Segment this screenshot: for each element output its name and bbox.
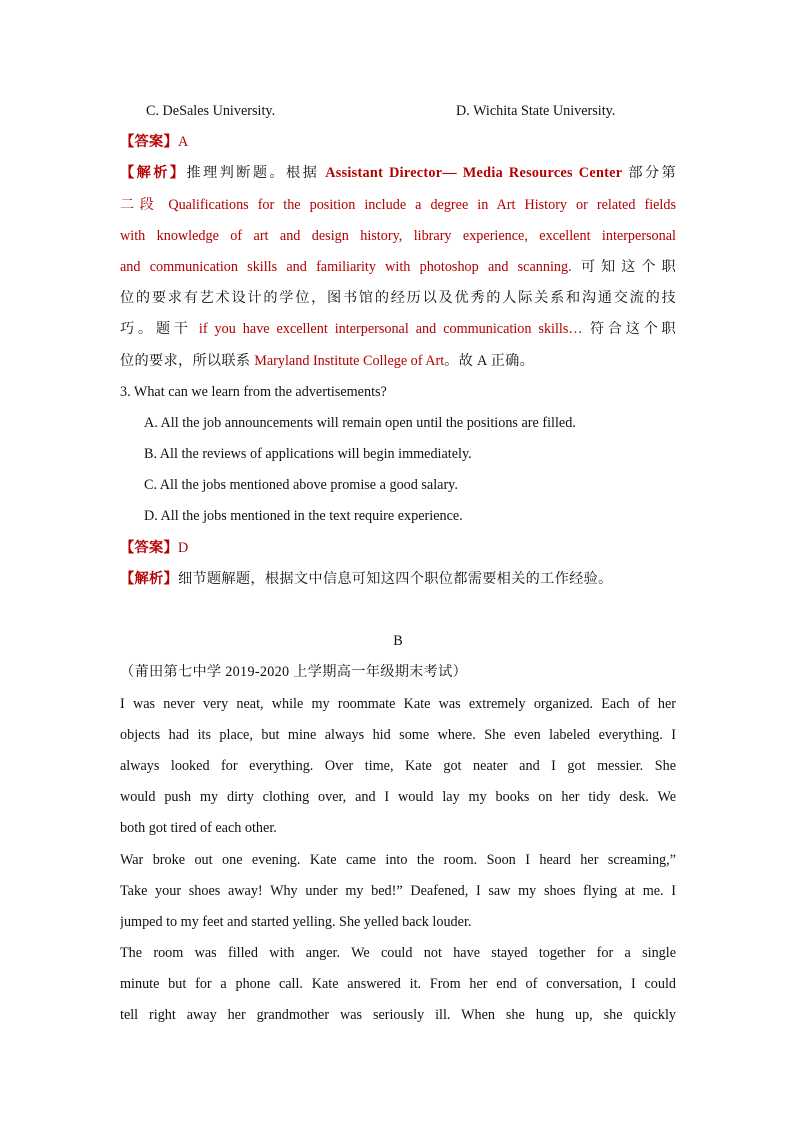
- analysis-text: 推理判断题。根据: [186, 165, 326, 182]
- q2-analysis-line-6: [120, 314, 676, 345]
- passage-line: tell right away her grandmother was seriously ill. When she hung up, she quickly: [120, 1007, 676, 1024]
- passage-line: objects had its place, but mine always hid some where. She even labeled everything. I: [120, 726, 676, 743]
- q3-analysis: [120, 564, 676, 595]
- q2-analysis-line-7: [120, 346, 676, 377]
- passage-line: Take your shoes away! Why under my bed!” Deafened, I saw my shoes flying at me. I: [120, 882, 676, 899]
- q3-question: 3. What can we learn from the advertisements?: [120, 383, 387, 400]
- analysis-label: 【解析】: [120, 570, 178, 587]
- q3-option-d: D. All the jobs mentioned in the text require experience.: [144, 508, 463, 525]
- answer-label: 【答案】: [120, 539, 178, 556]
- q3-option-c: C. All the jobs mentioned above promise a good salary.: [144, 477, 458, 494]
- answer-value: A: [177, 134, 189, 151]
- analysis-text: 。故 A 正确。: [444, 352, 535, 369]
- answer-label: 【答案】: [120, 134, 178, 151]
- analysis-text: 部分第: [622, 165, 676, 182]
- q2-analysis-line-4: [120, 252, 676, 283]
- passage-line: minute but for a phone call. Kate answered it. From her end of conversation, I could: [120, 976, 676, 993]
- analysis-text: 位的要求，所以联系: [120, 352, 255, 369]
- q3-option-b: B. All the reviews of applications will begin immediately.: [144, 446, 472, 463]
- q2-analysis-line-5: 位的要求有艺术设计的学位，图书馆的经历以及优秀的人际关系和沟通交流的技: [120, 290, 676, 307]
- passage-line: would push my dirty clothing over, and I would lay my books on her tidy desk. We: [120, 789, 676, 806]
- document-page: [120, 96, 676, 1032]
- q2-answer: [120, 127, 676, 158]
- passage-line: I was never very neat, while my roommate Kate was extremely organized. Each of her: [120, 695, 676, 712]
- q3-option-a: A. All the job announcements will remain open until the positions are filled.: [144, 414, 576, 431]
- spacer: [120, 595, 676, 626]
- passage-line: always looked for everything. Over time, Kate got neater and I got messier. She: [120, 757, 676, 774]
- analysis-text: 符合这个职: [582, 321, 676, 338]
- analysis-text: 可知这个职: [580, 258, 676, 275]
- analysis-quote: Maryland Institute College of Art: [254, 352, 445, 369]
- answer-value: D: [177, 539, 189, 556]
- section-source: （莆田第七中学 2019-2020 上学期高一年级期末考试）: [120, 664, 468, 681]
- passage-line: The room was filled with anger. We could not have stayed together for a single: [120, 945, 676, 962]
- q2-analysis-line-1: [120, 158, 676, 189]
- q2-options-row: [120, 96, 676, 127]
- q2-option-d: D. Wichita State University.: [456, 103, 616, 119]
- analysis-label: 【解析】: [120, 165, 187, 182]
- passage-line: jumped to my feet and started yelling. She yelled back louder.: [120, 913, 472, 930]
- q2-analysis-line-3: with knowledge of art and design history, library experience, excellent interpersonal: [120, 227, 676, 244]
- analysis-quote: if you have excellent interpersonal and communication skills…: [198, 321, 583, 338]
- q3-answer: [120, 533, 676, 564]
- passage-line: War broke out one evening. Kate came into the room. Soon I heard her screaming,”: [120, 851, 676, 868]
- analysis-highlight: Assistant Director— Media Resources Center: [325, 165, 623, 182]
- analysis-text: 巧。题干: [120, 321, 199, 338]
- q2-analysis-line-2: 二段 Qualifications for the position include a degree in Art History or related fields: [120, 196, 676, 213]
- passage-line: both got tired of each other.: [120, 820, 277, 837]
- section-heading: B: [393, 633, 403, 650]
- analysis-text: 细节题解题，根据文中信息可知这四个职位都需要相关的工作经验。: [177, 570, 613, 587]
- q2-option-c: C. DeSales University.: [146, 103, 276, 119]
- analysis-quote: and communication skills and familiarity with photoshop and scanning.: [120, 258, 581, 275]
